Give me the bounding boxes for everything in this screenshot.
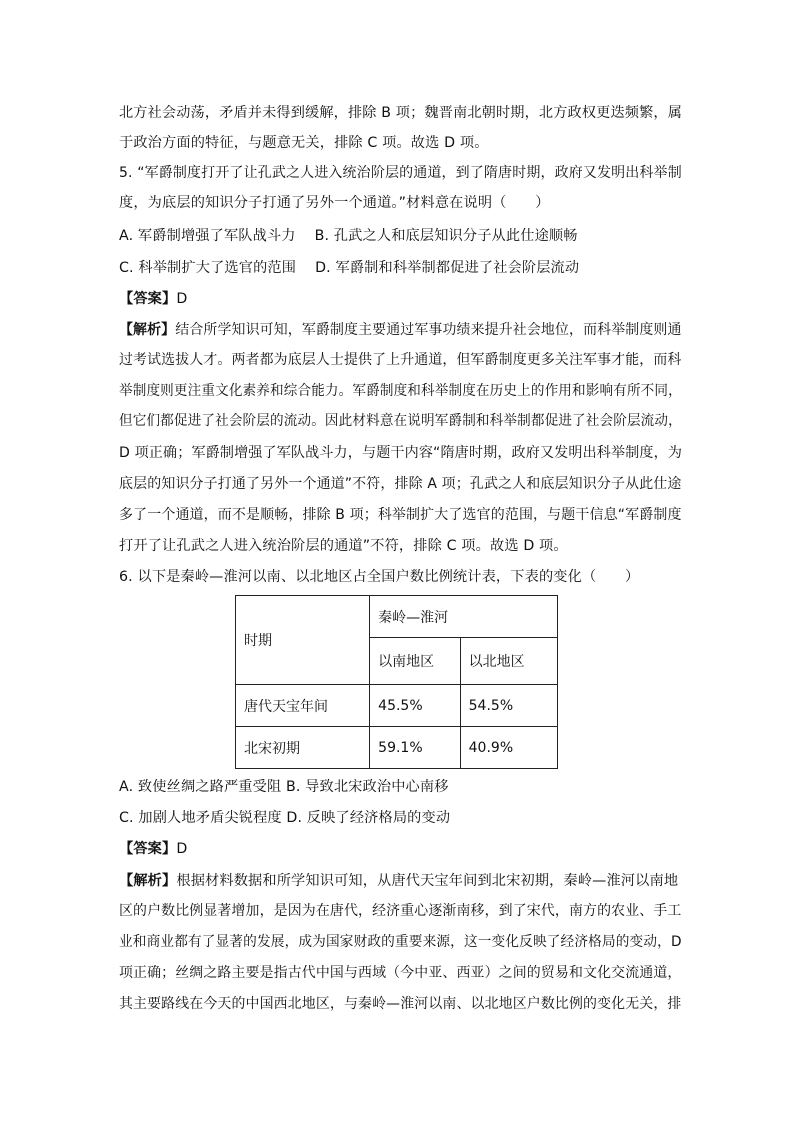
table-header-period: 时期	[236, 596, 370, 685]
analysis-text: 区的户数比例显著增加，是因为在唐代，经济重心逐渐南移，到了宋代，南方的农业、手工	[119, 903, 682, 919]
question-5-stem: 5. “军爵制度打开了让孔武之人进入统治阶层的通道，到了隋唐时期，政府又发明出科举制	[119, 165, 682, 181]
table-cell-south: 59.1%	[370, 727, 460, 769]
analysis-text: 打开了让孔武之人进入统治阶层的通道”不符，排除 C 项。故选 D 项。	[119, 538, 568, 554]
analysis-text: 底层的知识分子打通了另外一个通道”不符，排除 A 项；孔武之人和底层知识分子从此仕途	[119, 476, 682, 492]
text-line: 北方社会动荡，矛盾并未得到缓解，排除 B 项；魏晋南北朝时期，北方政权更迭频繁，属	[119, 105, 683, 121]
table-row	[236, 685, 558, 727]
analysis-text: 业和商业都有了显著的发展，成为国家财政的重要来源，这一变化反映了经济格局的变动，D	[119, 934, 682, 950]
text-line: 于政治方面的特征，与题意无关，排除 C 项。故选 D 项。	[119, 135, 489, 151]
analysis-text: D 项正确；军爵制增强了军队战斗力，与题干内容“隋唐时期，政府又发明出科举制度，为	[119, 445, 683, 461]
answer-label: 【答案】	[119, 841, 177, 857]
answer-value: D	[176, 291, 188, 307]
analysis-text: 举制度则更注重文化素养和综合能力。军爵制度和科举制度在历史上的作用和影响有所不同，	[119, 383, 682, 399]
answer-value: D	[176, 841, 188, 857]
question-5-analysis	[119, 320, 682, 340]
analysis-text: 多了一个通道，而不是顺畅，排除 B 项；科举制扩大了选官的范围，与题干信息“军爵制度	[119, 507, 682, 523]
table-cell-north: 40.9%	[460, 727, 557, 769]
question-6-options-ab: A. 致使丝绸之路严重受阻 B. 导致北宋政治中心南移	[119, 779, 449, 795]
analysis-text: 项正确；丝绸之路主要是指古代中国与西域（今中亚、西亚）之间的贸易和文化交流通道，	[119, 965, 682, 981]
table-header-south: 以南地区	[370, 638, 460, 685]
question-5-options-ab: A. 军爵制增强了军队战斗力 B. 孔武之人和底层知识分子从此仕途顺畅	[119, 228, 578, 244]
table-header-north: 以北地区	[460, 638, 557, 685]
table-header-group: 秦岭—淮河	[370, 596, 558, 638]
analysis-text: 过考试选拔人才。两者都为底层人士提供了上升通道，但军爵制度更多关注军事才能，而科	[119, 352, 682, 368]
table-cell-north: 54.5%	[460, 685, 557, 727]
question-6-analysis	[119, 871, 678, 891]
question-5-options-cd: C. 科举制扩大了选官的范围 D. 军爵制和科举制都促进了社会阶层流动	[119, 260, 580, 276]
question-5-answer	[119, 289, 187, 309]
table-cell-south: 45.5%	[370, 685, 460, 727]
table-cell-period: 北宋初期	[236, 727, 370, 769]
household-ratio-table	[235, 595, 558, 769]
table-row	[236, 727, 558, 769]
question-6-options-cd: C. 加剧人地矛盾尖锐程度 D. 反映了经济格局的变动	[119, 810, 451, 826]
answer-label: 【答案】	[119, 291, 177, 307]
table-cell-period: 唐代天宝年间	[236, 685, 370, 727]
analysis-label: 【解析】	[119, 322, 176, 338]
analysis-label: 【解析】	[119, 873, 177, 889]
analysis-text: 根据材料数据和所学知识可知，从唐代天宝年间到北宋初期，秦岭—淮河以南地	[176, 873, 679, 889]
analysis-text: 结合所学知识可知，军爵制度主要通过军事功绩来提升社会地位，而科举制度则通	[175, 322, 682, 338]
question-6-answer	[119, 839, 187, 859]
analysis-text: 但它们都促进了社会阶层的流动。因此材料意在说明军爵制和科举制都促进了社会阶层流动，	[119, 413, 682, 429]
question-5-stem: 度，为底层的知识分子打通了另外一个通道。”材料意在说明（ ）	[119, 195, 550, 211]
analysis-text: 其主要路线在今天的中国西北地区，与秦岭—淮河以南、以北地区户数比例的变化无关，排	[119, 996, 682, 1012]
question-6-stem: 6. 以下是秦岭—淮河以南、以北地区占全国户数比例统计表，下表的变化（ ）	[119, 569, 640, 585]
